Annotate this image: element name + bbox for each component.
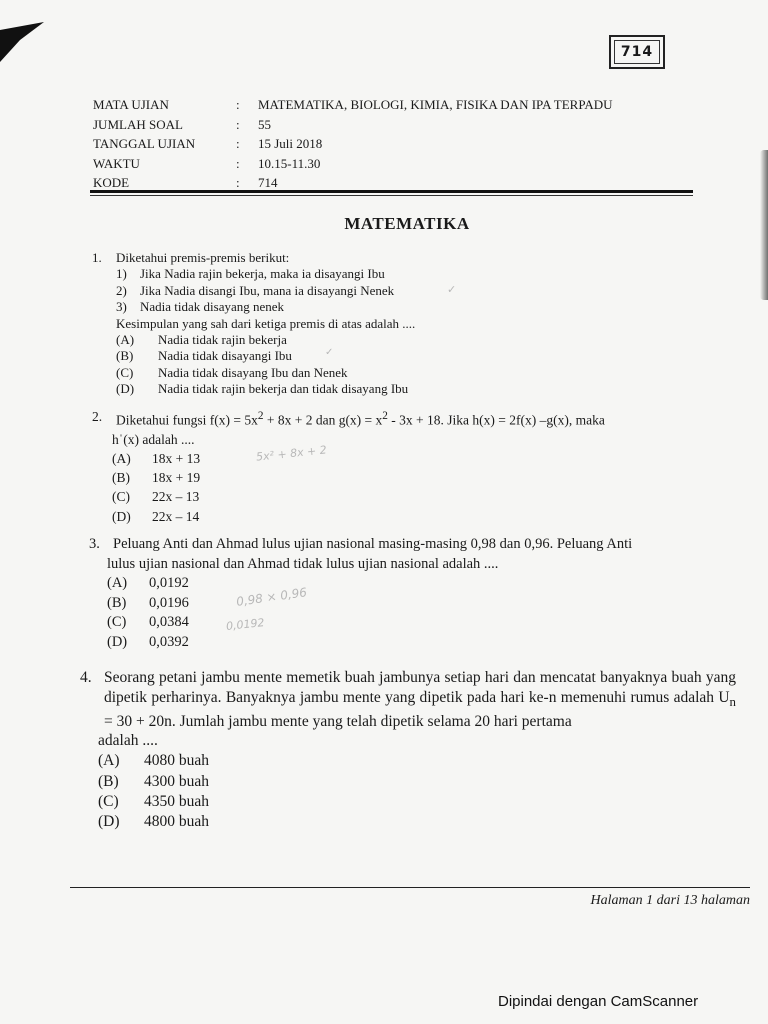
option-c[interactable] xyxy=(92,365,692,381)
question-text-part: + 8x + 2 dan g(x) = x xyxy=(263,412,383,428)
premise-number: 3) xyxy=(116,299,127,315)
pencil-scribble: 0,98 × 0,96 xyxy=(235,585,308,609)
question-number: 4. xyxy=(80,669,92,686)
header-value: 714 xyxy=(258,175,278,190)
option-letter: (C) xyxy=(107,614,127,630)
option-letter: (D) xyxy=(107,633,128,650)
page-number: Halaman 1 dari 13 halaman xyxy=(590,893,750,908)
question-number: 3. xyxy=(89,536,100,552)
question-intro: Diketahui premis-premis berikut: xyxy=(116,250,290,265)
option-d[interactable] xyxy=(92,381,692,397)
option-text: 22x – 13 xyxy=(152,489,200,505)
option-text: 18x + 19 xyxy=(152,470,201,486)
header-colon: : xyxy=(236,175,240,190)
header-row xyxy=(93,95,693,115)
option-a[interactable] xyxy=(92,449,704,468)
question-4 xyxy=(80,668,736,832)
option-letter: (A) xyxy=(98,752,120,770)
option-letter: (D) xyxy=(116,381,135,397)
option-text: Nadia tidak rajin bekerja xyxy=(158,332,287,348)
option-a[interactable] xyxy=(89,574,751,594)
pencil-scribble: 0,0192 xyxy=(225,616,266,633)
scan-corner-shadow xyxy=(0,22,44,62)
question-2 xyxy=(92,407,704,526)
option-text: 4800 buah xyxy=(144,813,210,831)
option-letter: (C) xyxy=(98,792,119,810)
option-text: Nadia tidak disayangi Ibu xyxy=(158,348,292,364)
option-d[interactable] xyxy=(80,812,736,832)
option-text: 22x – 14 xyxy=(152,508,200,524)
option-c[interactable] xyxy=(89,613,751,633)
premise-number: 2) xyxy=(116,282,127,298)
question-number: 1. xyxy=(92,250,102,265)
premise-text: Jika Nadia rajin bekerja, maka ia disayangi Ibu xyxy=(140,266,385,282)
option-letter: (A) xyxy=(116,332,135,348)
option-text: 0,0384 xyxy=(149,614,189,630)
header-colon: : xyxy=(236,97,240,112)
option-text: 4350 buah xyxy=(144,792,210,810)
option-letter: (D) xyxy=(112,508,131,524)
option-a[interactable] xyxy=(92,332,692,348)
premise xyxy=(92,283,692,299)
question-number: 2. xyxy=(92,409,103,424)
question-3 xyxy=(89,535,751,652)
header-divider-thin xyxy=(90,195,693,196)
footer-divider xyxy=(70,887,750,888)
question-continuation: lulus ujian nasional dan Ahmad tidak lulus ujian nasional adalah .... xyxy=(107,555,499,572)
option-b[interactable] xyxy=(92,348,692,364)
option-text: 0,0192 xyxy=(149,575,189,591)
option-text: 18x + 13 xyxy=(152,450,201,466)
question-1 xyxy=(92,250,692,398)
header-value: MATEMATIKA, BIOLOGI, KIMIA, FISIKA DAN IPA TERPADU xyxy=(258,97,613,112)
option-letter: (C) xyxy=(112,489,130,505)
question-continuation: hˈ(x) adalah .... xyxy=(112,431,195,447)
pencil-check-mark: ✓ xyxy=(325,347,334,358)
question-prompt: Kesimpulan yang sah dari ketiga premis di atas adalah .... xyxy=(116,315,416,331)
option-text: 0,0196 xyxy=(149,594,189,611)
option-c[interactable] xyxy=(92,487,704,506)
premise-text: Jika Nadia disangi Ibu, mana ia disayangi Nenek xyxy=(140,282,395,298)
option-text: 0,0392 xyxy=(149,633,189,650)
superscript: 2 xyxy=(382,410,388,422)
header-row xyxy=(93,115,693,135)
header-row xyxy=(93,134,693,154)
option-letter: (A) xyxy=(107,575,128,591)
header-value: 55 xyxy=(258,116,271,132)
pencil-scribble: 5x² + 8x + 2 xyxy=(255,443,328,464)
scanner-watermark: Dipindai dengan CamScanner xyxy=(498,993,699,1010)
question-text xyxy=(116,407,704,430)
option-letter: (B) xyxy=(112,470,130,486)
question-text-part: = 30 + 20n. Jumlah jambu mente yang telah dipetik selama 20 hari pertama xyxy=(104,712,572,730)
subscript: n xyxy=(729,693,736,709)
question-continuation: adalah .... xyxy=(98,732,158,750)
header-colon: : xyxy=(236,136,240,151)
header-label: KODE xyxy=(93,175,130,190)
option-text: 4080 buah xyxy=(144,752,210,770)
option-d[interactable] xyxy=(89,633,751,653)
option-text: 4300 buah xyxy=(144,772,210,790)
question-text: Peluang Anti dan Ahmad lulus ujian nasional masing-masing 0,98 dan 0,96. Peluang Anti xyxy=(113,536,633,552)
header-value: 10.15-11.30 xyxy=(258,155,321,171)
premise-text: Nadia tidak disayang nenek xyxy=(140,299,285,315)
option-b[interactable] xyxy=(80,772,736,792)
option-b[interactable] xyxy=(92,468,704,487)
header-value: 15 Juli 2018 xyxy=(258,136,323,151)
option-letter: (D) xyxy=(98,813,120,831)
exam-code: 714 xyxy=(614,40,660,64)
superscript: 2 xyxy=(257,410,264,422)
option-letter: (A) xyxy=(112,450,131,466)
pencil-check-mark: ✓ xyxy=(447,283,457,296)
header-label: WAKTU xyxy=(93,155,140,171)
question-text-part: - 3x + 18. Jika h(x) = 2f(x) –g(x), maka xyxy=(387,412,605,428)
option-letter: (B) xyxy=(107,594,127,611)
option-b[interactable] xyxy=(89,594,751,614)
option-text: Nadia tidak rajin bekerja dan tidak disayang Ibu xyxy=(158,381,409,397)
question-text xyxy=(104,668,736,731)
option-c[interactable] xyxy=(80,792,736,812)
option-letter: (B) xyxy=(98,772,119,790)
question-text-part: Seorang petani jambu mente memetik buah jambunya setiap hari dan mencatat banyaknya buah yang dipetik perharinya. Banyaknya jambu mente yang dipetik pada hari ke-n memenuhi rumus adalah U xyxy=(104,669,736,706)
header-label: TANGGAL UJIAN xyxy=(93,136,196,151)
header-row xyxy=(93,154,693,174)
exam-code-box xyxy=(609,35,665,69)
premise-number: 1) xyxy=(116,266,127,282)
section-title: MATEMATIKA xyxy=(344,214,470,233)
option-a[interactable] xyxy=(80,751,736,771)
option-letter: (C) xyxy=(116,364,134,380)
header-colon: : xyxy=(236,116,240,132)
exam-header xyxy=(93,95,693,193)
option-d[interactable] xyxy=(92,507,704,526)
premise xyxy=(92,299,692,315)
question-text-part: Diketahui fungsi f(x) = 5x xyxy=(116,412,258,428)
header-label: JUMLAH SOAL xyxy=(93,116,183,132)
header-label: MATA UJIAN xyxy=(93,97,169,112)
option-letter: (B) xyxy=(116,348,134,364)
premise xyxy=(92,266,692,282)
option-text: Nadia tidak disayang Ibu dan Nenek xyxy=(158,364,348,380)
header-divider xyxy=(90,190,693,193)
header-colon: : xyxy=(236,155,240,171)
